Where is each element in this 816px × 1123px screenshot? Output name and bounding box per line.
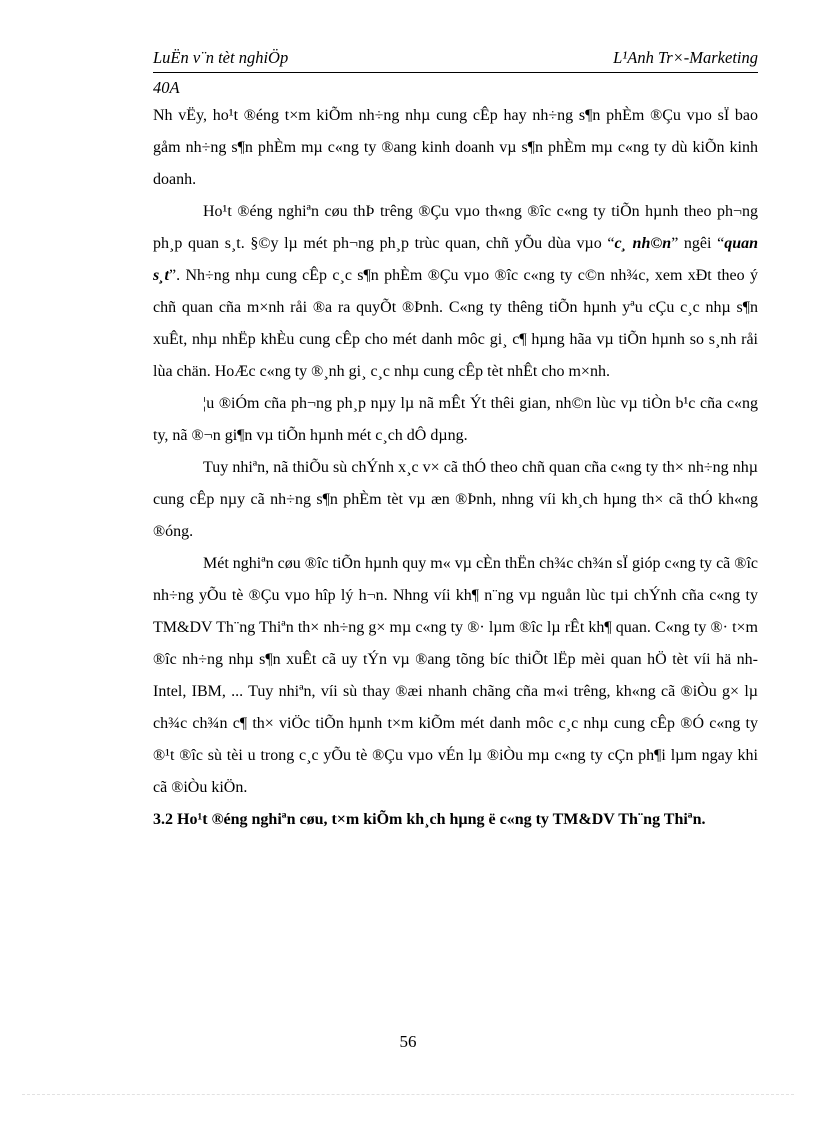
paragraph-4: Tuy nhiªn, nã thiÕu sù chÝnh x¸c v× cã thÓ theo chñ quan cña c«ng ty th× nh÷ng nhµ cung cÊp nµy cã nh÷ng s¶n phÈm tèt vµ æn ®Þnh, nhng víi kh¸ch hµng th× cã thÓ kh«ng ®óng. [153, 459, 758, 540]
section-heading: 3.2 Ho¹t ®éng nghiªn cøu, t×m kiÕm kh¸ch hµng ë c«ng ty TM&DV Th¨ng Thiªn. [153, 811, 706, 828]
emphasis-observer: quan s¸t [153, 235, 759, 284]
header-thesis-title: LuËn v¨n tèt nghiÖp [153, 48, 289, 67]
paragraph-2-part-3: ”. Nh÷ng nhµ cung cÊp c¸c s¶n phÈm ®Çu vµo ®îc c«ng ty c©n nh¾c, xem xÐt theo ý chñ quan cña m×nh råi ®a ra quyÕt ®Þnh. C«ng ty thêng tiÕn hµnh yªu cÇu c¸c nhµ s¶n xuÊt, nhµ nhËp khÈu cung cÊp cho mét danh môc gi¸ c¶ hµng hãa vµ tiÕn hµnh so s¸nh råi lùa chän. HoÆc c«ng ty ®¸nh gi¸ c¸c nhµ cung cÊp tèt nhÊt cho m×nh. [153, 267, 758, 380]
header-author: L¹Anh Tr×-Marketing [613, 48, 758, 67]
paragraph-5: Mét nghiªn cøu ®îc tiÕn hµnh quy m« vµ cÈn thËn ch¾c ch¾n sÏ gióp c«ng ty cã ®îc nh÷ng yÕu tè ®Çu vµo hîp lý h¬n. Nhng víi kh¶ n¨ng vµ nguån lùc tµi chÝnh cña c«ng ty TM&DV Th¨ng Thiªn th× nh÷ng g× mµ c«ng ty ®· lµm ®îc lµ rÊt kh¶ quan. C«ng ty ®· t×m ®îc nh÷ng nhµ s¶n xuÊt cã uy tÝn vµ ®ang tõng bíc thiÕt lËp mèi quan hÖ tèt víi hä nh Intel, IBM, ... Tuy nhiªn, víi sù thay ®æi nhanh chãng cña m«i trêng, kh«ng cã ®iÒu g× lµ ch¾c ch¾n c¶ th× viÖc tiÕn hµnh t×m kiÕm mét danh môc c¸c nhµ cung cÊp ®Ó c«ng ty ®¹t ®îc sù tèi u trong c¸c yÕu tè ®Çu vµo vÉn lµ ®iÒu mµ c«ng ty cÇn ph¶i lµm ngay khi cã ®iÒu kiÖn. [153, 555, 758, 796]
paragraph-2-part-2: ” ngêi “ [671, 235, 725, 252]
header-divider [153, 72, 758, 73]
emphasis-individual: c¸ nh©n [614, 235, 672, 252]
paragraph-3: ¦u ®iÓm cña ph¬ng ph¸p nµy lµ nã mÊt Ýt thêi gian, nh©n lùc vµ tiÒn b¹c cña c«ng ty, nã ®¬n gi¶n vµ tiÕn hµnh mét c¸ch dÔ dµng. [153, 395, 758, 444]
page-number: 56 [399, 1032, 417, 1051]
paragraph-2 [153, 196, 758, 388]
paragraph-1: Nh vËy, ho¹t ®éng t×m kiÕm nh÷ng nhµ cung cÊp hay nh÷ng s¶n phÈm ®Çu vµo sÏ bao gåm nh÷ng s¶n phÈm mµ c«ng ty ®ang kinh doanh vµ s¶n phÈm mµ c«ng ty dù kiÕn kinh doanh. [153, 107, 758, 188]
header-class-code: 40A [153, 78, 180, 97]
page-bottom-divider [22, 1094, 794, 1095]
paragraph-2-part-1: Ho¹t ®éng nghiªn cøu thÞ trêng ®Çu vµo th«ng ®îc c«ng ty tiÕn hµnh theo ph¬ng ph¸p quan s¸t. §©y lµ mét ph¬ng ph¸p trùc quan, chñ yÕu dùa vµo “ [153, 203, 758, 252]
document-body [153, 100, 758, 836]
page-header [153, 48, 758, 70]
